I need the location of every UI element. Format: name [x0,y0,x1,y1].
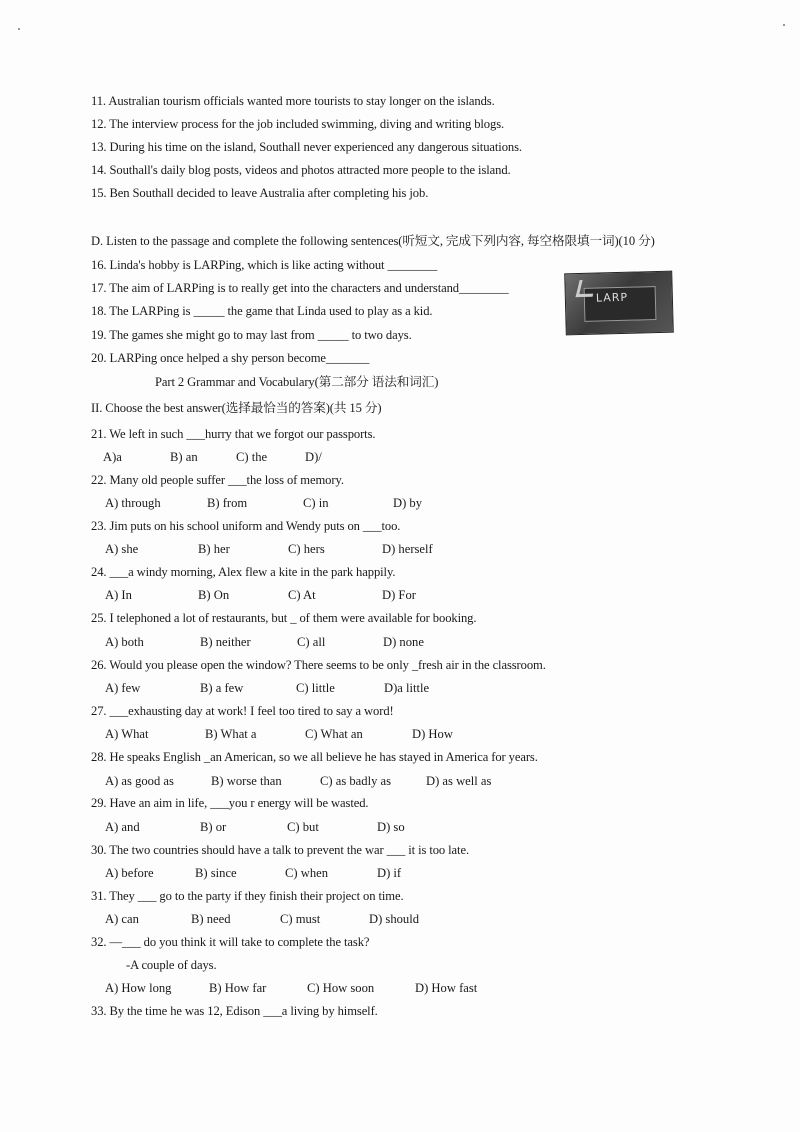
option-b[interactable]: B) neither [200,635,251,649]
option-b[interactable]: B) since [195,866,237,880]
question-26: 26. Would you please open the window? There seems to be only _fresh air in the classroom. [91,658,546,672]
question-24: 24. ___a windy morning, Alex flew a kite in the park happily. [91,565,396,579]
option-a[interactable]: A) and [105,820,140,834]
option-a[interactable]: A) How long [105,981,172,995]
option-b[interactable]: B) How far [209,981,267,995]
option-a[interactable]: A) What [105,727,149,741]
question-19: 19. The games she might go to may last from _____ to two days. [91,328,412,342]
option-c[interactable]: C) in [303,496,329,510]
question-31: 31. They ___ go to the party if they finish their project on time. [91,889,404,903]
option-c[interactable]: C) but [287,820,319,834]
question-22: 22. Many old people suffer ___the loss of memory. [91,473,344,487]
option-b[interactable]: B) worse than [211,774,282,788]
option-d[interactable]: D) so [377,820,405,834]
section-d-heading: D. Listen to the passage and complete the following sentences(听短文, 完成下列内容, 每空格限填一词)(10 分) [91,234,655,248]
option-c[interactable]: C) as badly as [320,774,391,788]
question-30: 30. The two countries should have a talk to prevent the war ___ it is too late. [91,843,469,857]
question-25: 25. I telephoned a lot of restaurants, but _ of them were available for booking. [91,611,477,625]
option-a[interactable]: A)a [103,450,122,464]
statement-12: 12. The interview process for the job included swimming, diving and writing blogs. [91,117,505,131]
scan-speck [18,28,20,30]
option-c[interactable]: C) the [236,450,268,464]
larp-logo-text: LARP [595,290,629,305]
option-b[interactable]: B) or [200,820,227,834]
option-a[interactable]: A) as good as [105,774,174,788]
option-a[interactable]: A) before [105,866,154,880]
option-d[interactable]: D)/ [305,450,322,464]
option-d[interactable]: D) none [383,635,424,649]
option-c[interactable]: C) must [280,912,321,926]
option-d[interactable]: D) For [382,588,416,602]
question-29: 29. Have an aim in life, ___you r energy will be wasted. [91,796,369,810]
scan-speck [783,24,785,26]
question-17: 17. The aim of LARPing is to really get into the characters and understand________ [91,281,509,295]
option-c[interactable]: C) At [288,588,316,602]
option-d[interactable]: D)a little [384,681,430,695]
option-a[interactable]: A) both [105,635,144,649]
option-b[interactable]: B) What a [205,727,257,741]
question-20: 20. LARPing once helped a shy person become_______ [91,351,370,365]
option-b[interactable]: B) need [191,912,231,926]
option-c[interactable]: C) What an [305,727,363,741]
question-33: 33. By the time he was 12, Edison ___a living by himself. [91,1004,378,1018]
option-b[interactable]: B) her [198,542,230,556]
option-c[interactable]: C) little [296,681,335,695]
option-c[interactable]: C) How soon [307,981,375,995]
question-21: 21. We left in such ___hurry that we forgot our passports. [91,427,376,441]
statement-14: 14. Southall's daily blog posts, videos and photos attracted more people to the island. [91,163,511,177]
statement-15: 15. Ben Southall decided to leave Australia after completing his job. [91,186,429,200]
option-a[interactable]: A) through [105,496,161,510]
option-d[interactable]: D) should [369,912,420,926]
option-a[interactable]: A) she [105,542,139,556]
option-d[interactable]: D) herself [382,542,433,556]
option-c[interactable]: C) all [297,635,326,649]
statement-11: 11. Australian tourism officials wanted more tourists to stay longer on the islands. [91,94,495,108]
question-28: 28. He speaks English _an American, so we all believe he has stayed in America for years. [91,750,538,764]
question-23: 23. Jim puts on his school uniform and Wendy puts on ___too. [91,519,401,533]
question-32-reply: -A couple of days. [126,958,217,972]
option-d[interactable]: D) How [412,727,453,741]
statement-13: 13. During his time on the island, Southall never experienced any dangerous situations. [91,140,522,154]
larp-card-photo [564,271,674,336]
option-a[interactable]: A) can [105,912,139,926]
option-a[interactable]: A) few [105,681,141,695]
question-18: 18. The LARPing is _____ the game that Linda used to play as a kid. [91,304,433,318]
option-b[interactable]: B) a few [200,681,244,695]
option-d[interactable]: D) if [377,866,402,880]
option-b[interactable]: B) from [207,496,248,510]
option-c[interactable]: C) hers [288,542,325,556]
option-c[interactable]: C) when [285,866,329,880]
option-d[interactable]: D) as well as [426,774,492,788]
option-b[interactable]: B) On [198,588,230,602]
option-b[interactable]: B) an [170,450,198,464]
part2-title: Part 2 Grammar and Vocabulary(第二部分 语法和词汇) [155,375,439,389]
option-a[interactable]: A) In [105,588,132,602]
option-d[interactable]: D) by [393,496,423,510]
question-16: 16. Linda's hobby is LARPing, which is like acting without ________ [91,258,438,272]
section-ii-heading: II. Choose the best answer(选择最恰当的答案)(共 15 分) [91,401,382,415]
question-32: 32. —___ do you think it will take to complete the task? [91,935,370,949]
option-d[interactable]: D) How fast [415,981,478,995]
question-27: 27. ___exhausting day at work! I feel too tired to say a word! [91,704,394,718]
